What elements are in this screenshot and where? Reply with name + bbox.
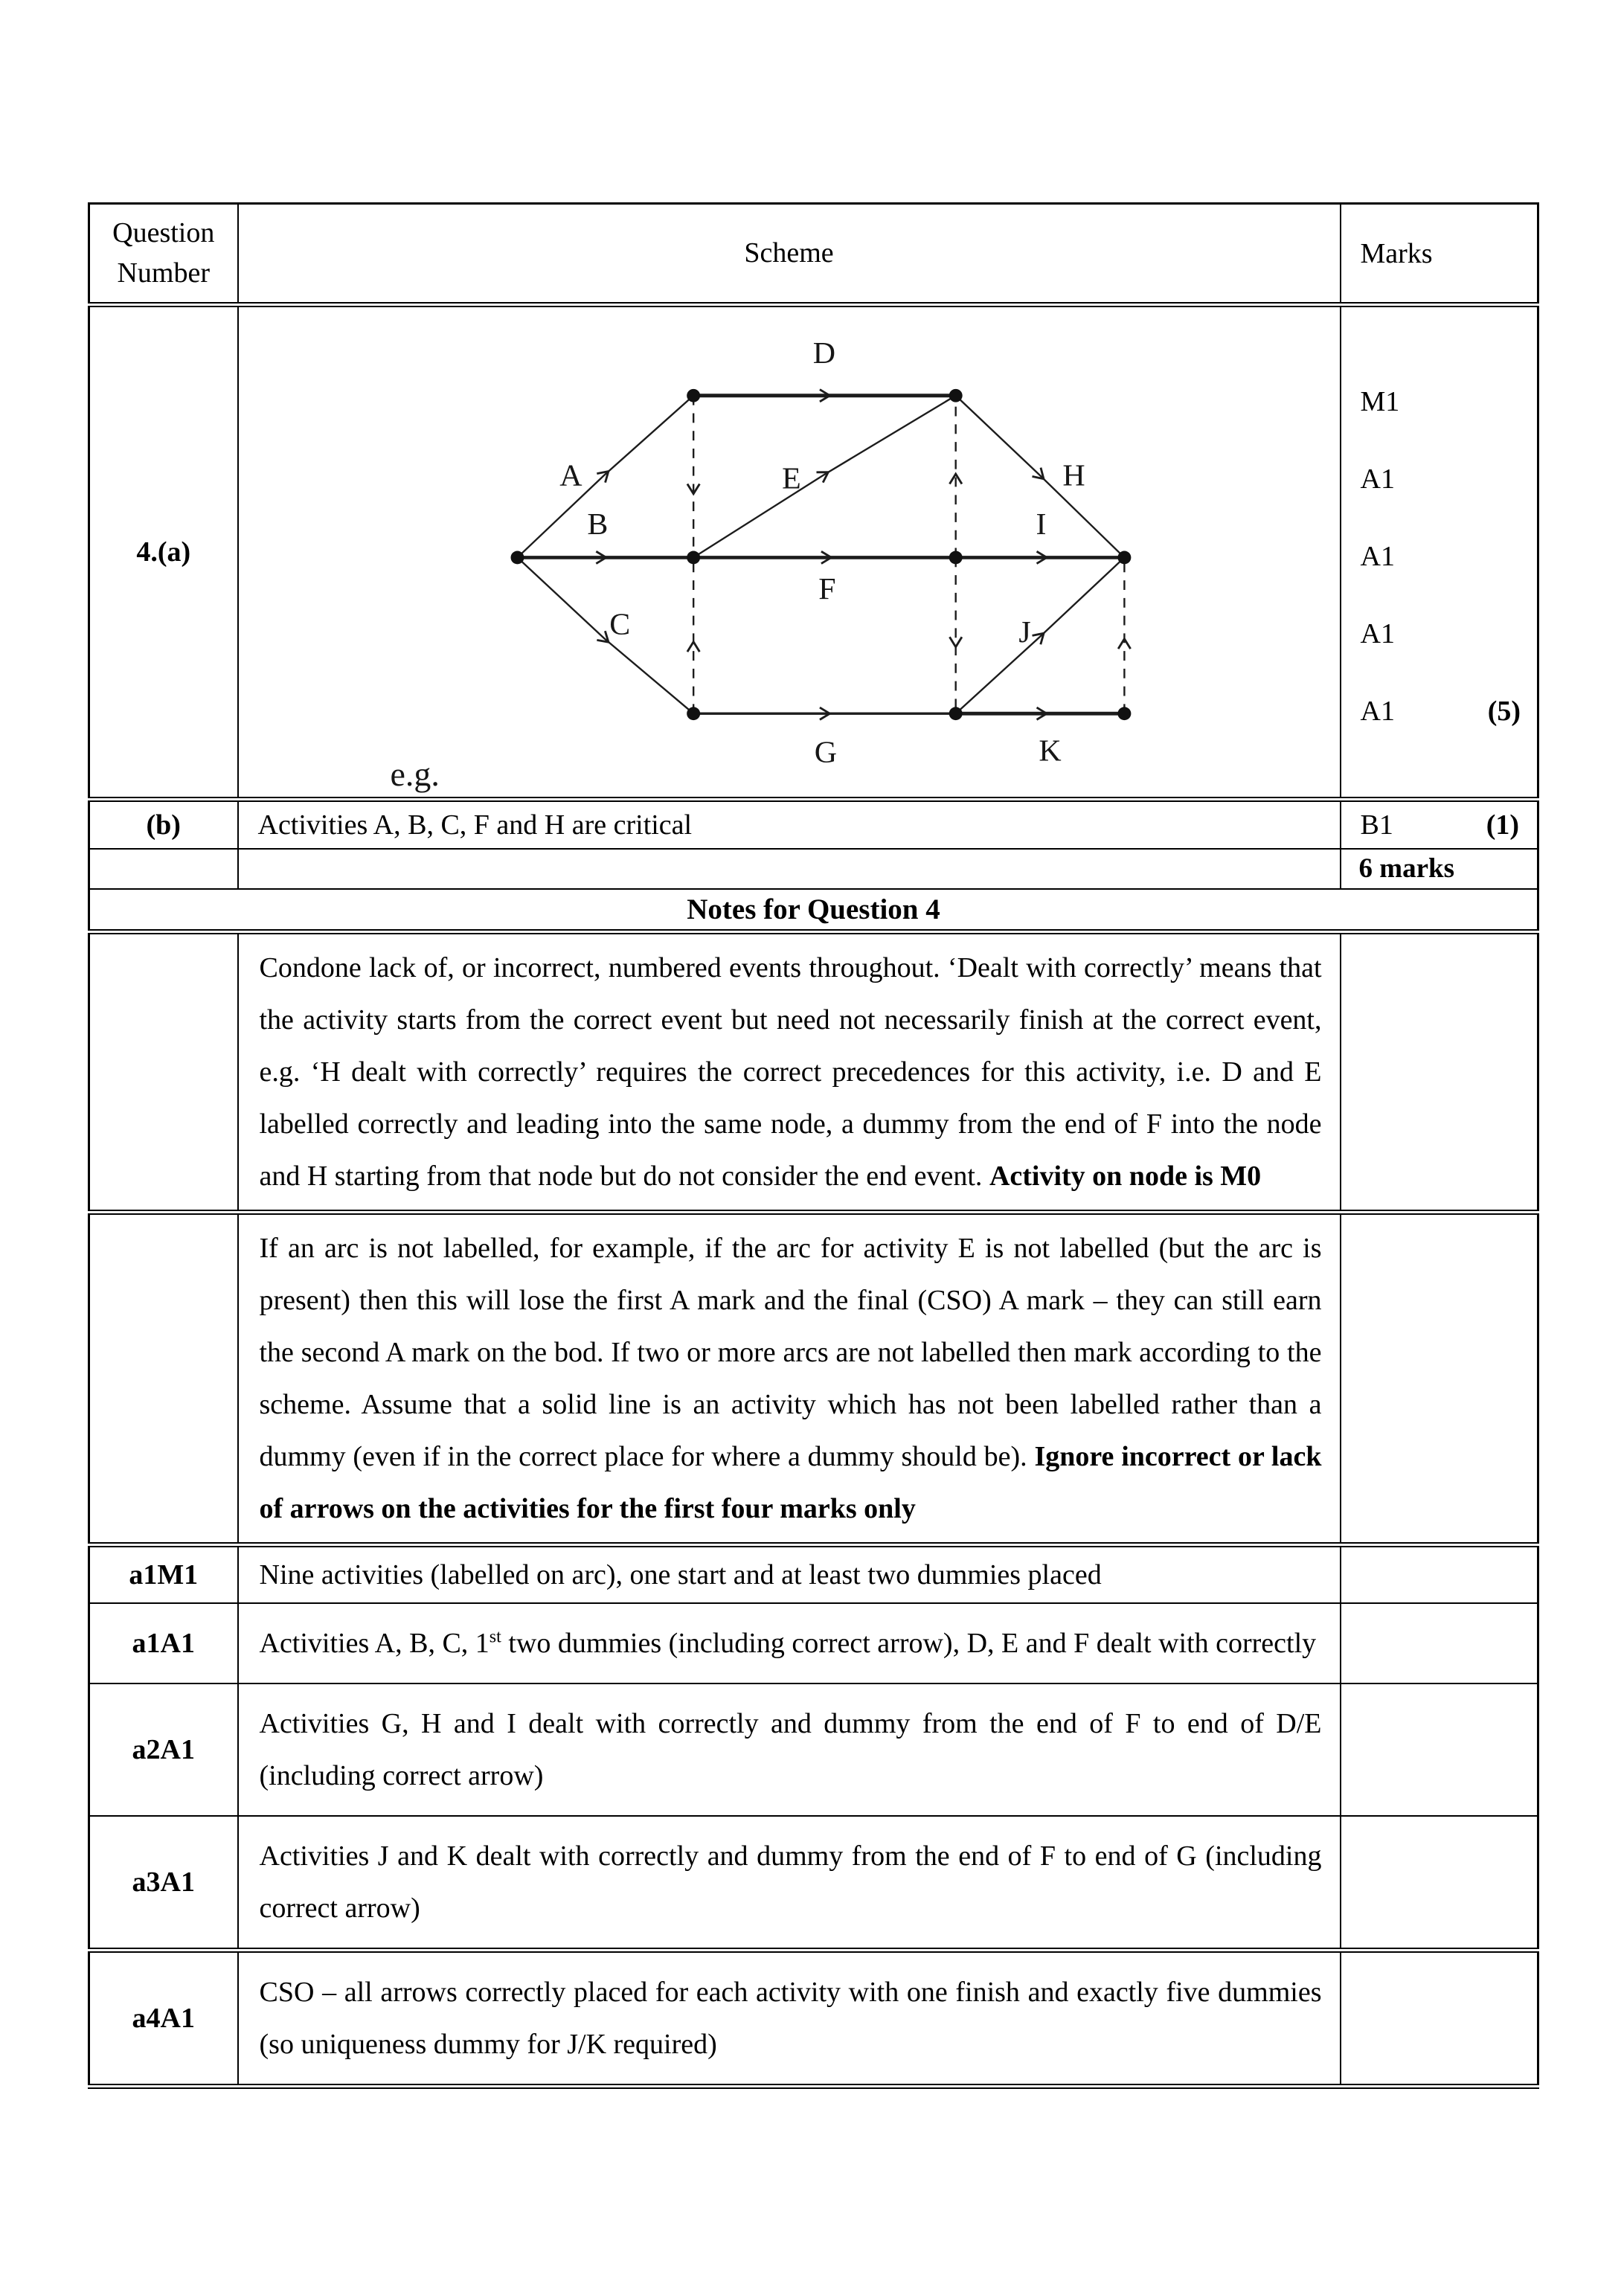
- marks-cell-4a: [1341, 305, 1538, 800]
- note-label-a1A1: a1A1: [89, 1603, 238, 1683]
- activity-network-diagram: [239, 307, 1340, 797]
- empty-cell: [1341, 1683, 1538, 1816]
- note-paragraph-2-bold: Ignore incorrect or lack of arrows on the activities for the first four marks only: [259, 1441, 1322, 1524]
- mark-scheme-sheet: [88, 202, 1537, 2089]
- note-text-a1A1-superscript: st: [489, 1627, 501, 1647]
- mark-A1-4: A1: [1360, 696, 1395, 727]
- row-note-a1A1: [89, 1603, 1538, 1683]
- empty-cell: [89, 1213, 238, 1545]
- row-notes-title: [89, 889, 1538, 932]
- note-paragraph-1-text: Condone lack of, or incorrect, numbered events throughout. ‘Dealt with correctly’ means that the activity starts from the correct event but need not necessarily finish at the correct event, e.g. ‘H dealt with correctly’ requires the correct precedences for this activity, i.e. D and E labelled correctly and leading into the same node, a dummy from the end of F into the node and H starting from that node but do not consider the end event.: [259, 952, 1322, 1192]
- row-question-total: [89, 849, 1538, 889]
- activity-network-cell: [238, 305, 1341, 800]
- note-paragraph-2-text: If an arc is not labelled, for example, if the arc for activity E is not labelled (but the arc is present) then this will lose the first A mark and the final (CSO) A mark – they can still earn the second A mark on the bod. If two or more arcs are not labelled then mark according to the scheme. Assume that a solid line is an activity which has not been labelled rather than a dummy (even if in the correct place for where a dummy should be).: [259, 1233, 1322, 1472]
- event-node-mid-centre: [687, 551, 700, 565]
- note-text-a1M1: Nine activities (labelled on arc), one start and at least two dummies placed: [238, 1545, 1341, 1604]
- row-note-a1M1: [89, 1545, 1538, 1604]
- row-note-a4A1: [89, 1951, 1538, 2087]
- row-question-4b: [89, 800, 1538, 849]
- question-4b-label: (b): [89, 800, 238, 849]
- empty-cell: [1341, 932, 1538, 1213]
- row-note-paragraph-1: [89, 932, 1538, 1213]
- arc-label-G: G: [814, 735, 837, 770]
- note-text-a1A1-pre: Activities A, B, C, 1: [259, 1628, 490, 1659]
- note-label-a4A1: a4A1: [89, 1951, 238, 2087]
- row-note-a2A1: [89, 1683, 1538, 1816]
- event-node-top-left: [687, 389, 700, 402]
- arc-E: [693, 396, 956, 558]
- event-node-start: [510, 551, 524, 565]
- note-label-a1M1: a1M1: [89, 1545, 238, 1604]
- arc-label-F: F: [818, 571, 836, 606]
- empty-cell: [89, 932, 238, 1213]
- activity-labels: [390, 336, 1085, 793]
- empty-cell: [1341, 1816, 1538, 1951]
- arc-label-B: B: [586, 507, 608, 542]
- arc-label-E: E: [781, 461, 801, 496]
- eg-label: e.g.: [390, 755, 440, 794]
- question-4a-label: 4.(a): [89, 305, 238, 800]
- note-text-a4A1: CSO – all arrows correctly placed for each activity with one finish and exactly five dummies (so uniqueness dummy for J/K required): [238, 1951, 1341, 2087]
- note-paragraph-2: [238, 1213, 1341, 1545]
- event-node-bottom-left: [687, 707, 700, 720]
- row-note-a3A1: [89, 1816, 1538, 1951]
- row-question-4a: [89, 305, 1538, 800]
- note-text-a3A1: Activities J and K dealt with correctly and dummy from the end of F to end of G (including correct arrow): [238, 1816, 1341, 1951]
- mark-scheme-table: [88, 202, 1539, 2089]
- header-marks: Marks: [1341, 204, 1538, 305]
- question-4b-answer: Activities A, B, C, F and H are critical: [238, 800, 1341, 849]
- empty-cell: [89, 849, 238, 889]
- dummy-arcs: [693, 396, 1124, 713]
- mark-A1-2: A1: [1360, 541, 1395, 572]
- part-a-subtotal: (5): [1487, 696, 1521, 727]
- empty-cell: [1341, 1951, 1538, 2087]
- arc-label-K: K: [1038, 734, 1062, 768]
- header-question-number: Question Number: [89, 204, 238, 305]
- arc-J: [955, 557, 1124, 713]
- note-paragraph-1-bold: Activity on node is M0: [989, 1161, 1262, 1192]
- arc-C: [517, 557, 693, 713]
- empty-cell: [1341, 1603, 1538, 1683]
- arc-label-C: C: [609, 607, 630, 642]
- event-node-far-right: [1117, 551, 1131, 565]
- marks-cell-4b: [1341, 800, 1538, 849]
- note-label-a3A1: a3A1: [89, 1816, 238, 1951]
- event-nodes: [510, 389, 1131, 720]
- note-text-a1A1-post: two dummies (including correct arrow), D, E and F dealt with correctly: [501, 1628, 1317, 1659]
- mark-A1-3: A1: [1360, 618, 1395, 649]
- mark-A1-1: A1: [1360, 463, 1395, 495]
- note-text-a1A1: [238, 1603, 1341, 1683]
- row-note-paragraph-2: [89, 1213, 1538, 1545]
- question-total-marks: 6 marks: [1341, 849, 1538, 889]
- empty-cell: [238, 849, 1341, 889]
- arc-label-J: J: [1018, 615, 1031, 650]
- empty-cell: [1341, 1213, 1538, 1545]
- event-node-mid-right: [949, 551, 962, 565]
- note-paragraph-1: [238, 932, 1341, 1213]
- mark-M1: M1: [1360, 386, 1400, 417]
- mark-B1: B1: [1360, 809, 1393, 841]
- event-node-top-right: [949, 389, 962, 402]
- arc-label-I: I: [1036, 507, 1047, 542]
- note-text-a2A1: Activities G, H and I dealt with correctly and dummy from the end of F to end of D/E (including correct arrow): [238, 1683, 1341, 1816]
- arc-label-D: D: [812, 336, 835, 371]
- note-label-a2A1: a2A1: [89, 1683, 238, 1816]
- arc-label-H: H: [1062, 458, 1085, 493]
- event-node-bottom-right: [1117, 707, 1131, 720]
- arc-label-A: A: [559, 458, 582, 493]
- activity-arcs: [517, 396, 1124, 713]
- part-b-subtotal: (1): [1486, 809, 1519, 841]
- event-node-bottom-centre: [949, 707, 962, 720]
- notes-title: Notes for Question 4: [89, 889, 1538, 932]
- header-scheme: Scheme: [238, 204, 1341, 305]
- table-header-row: [89, 204, 1538, 305]
- empty-cell: [1341, 1545, 1538, 1604]
